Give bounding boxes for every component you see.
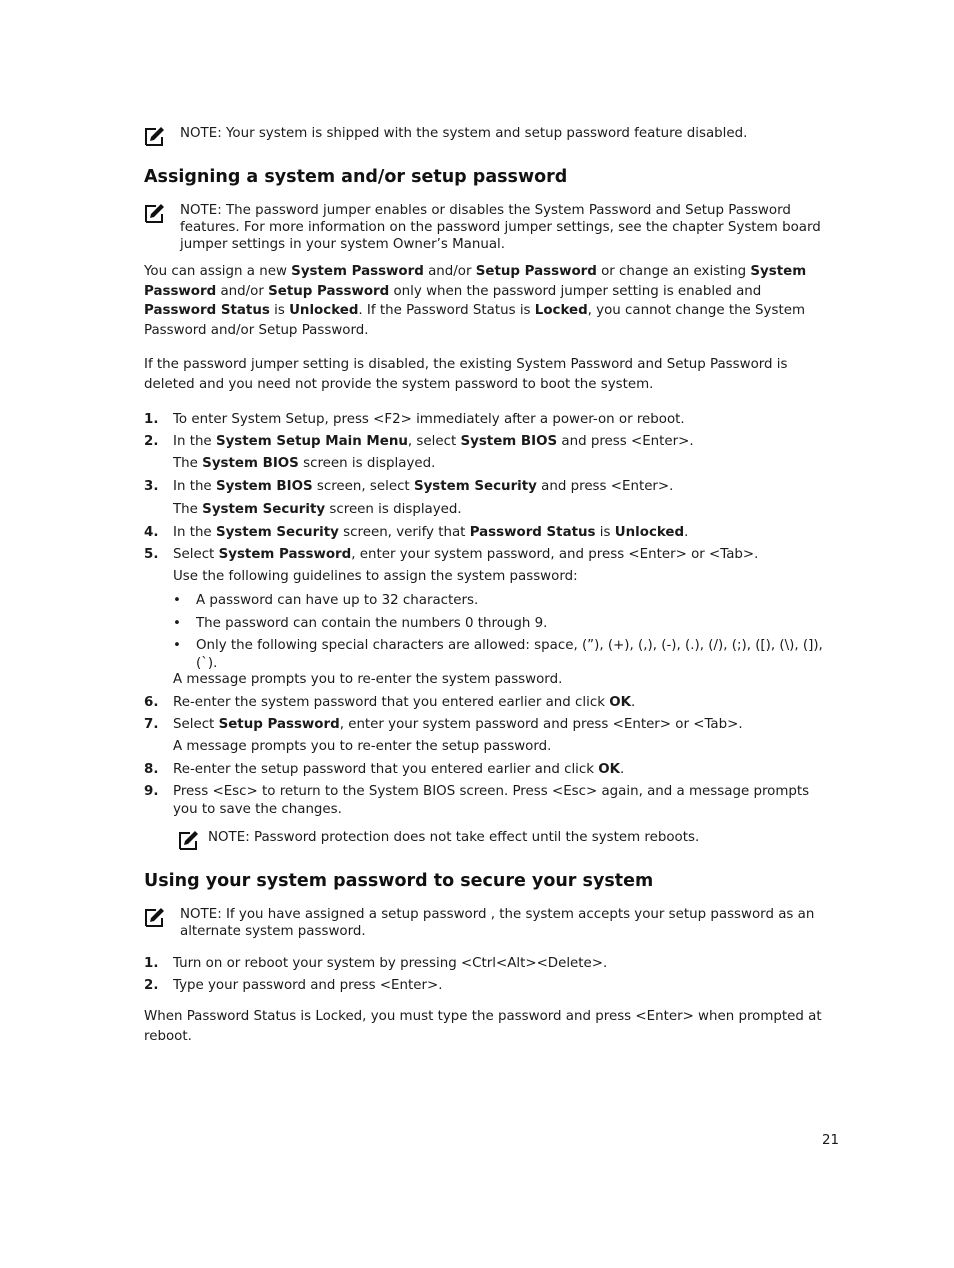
step-5-message: A message prompts you to re-enter the system password. — [173, 672, 563, 687]
section-heading-assigning: Assigning a system and/or setup password — [144, 167, 568, 187]
secure-step-2: 2. Type your password and press <Enter>. — [144, 978, 443, 993]
note-text: If you have assigned a setup password , the system accepts your setup password as an alternate system password. — [180, 907, 815, 939]
note-password-protection — [178, 829, 834, 846]
note-label: NOTE: — [180, 126, 222, 141]
note-pencil-icon — [178, 829, 200, 851]
step-2-result: The System BIOS screen is displayed. — [173, 456, 436, 471]
paragraph-jumper-disabled: If the password jumper setting is disabled, the existing System Password and Setup Password is deleted and you need not provide the system password to boot the system. — [144, 357, 788, 392]
page-number: 21 — [822, 1133, 840, 1148]
note-label: NOTE: — [208, 830, 250, 845]
paragraph-assign-conditions: You can assign a new System Password and/or Setup Password or change an existing System Password and/or Setup Password only when the password jumper setting is enabled and Password Status is Unlocked. If the Password Status is Locked, you cannot change the System Password and/or Setup Password. — [144, 264, 807, 338]
guideline-bullet: • Only the following special characters are allowed: space, (”), (+), (,), (-), (.), (/), (;), ([), (\), (]), (`). — [173, 638, 823, 671]
note-label: NOTE: — [180, 907, 222, 922]
paragraph-locked-status: When Password Status is Locked, you must type the password and press <Enter> when prompted at reboot. — [144, 1009, 822, 1044]
step-7: 7. Select Setup Password, enter your system password and press <Enter> or <Tab>. — [144, 717, 743, 732]
step-3-result: The System Security screen is displayed. — [173, 502, 462, 517]
section-heading-using: Using your system password to secure your system — [144, 871, 654, 891]
step-6: 6. Re-enter the system password that you entered earlier and click OK. — [144, 695, 636, 710]
bullet-icon: • — [173, 593, 181, 608]
bullet-icon: • — [173, 616, 181, 631]
note-text: The password jumper enables or disables the System Password and Setup Password features. For more information on the password jumper settings, see the chapter System board jumper settings in your system Owner’s Manual. — [180, 203, 821, 252]
step-2: 2. In the System Setup Main Menu, select System BIOS and press <Enter>. — [144, 434, 694, 449]
note-password-jumper — [144, 202, 834, 253]
note-pencil-icon — [144, 906, 166, 928]
note-text: Your system is shipped with the system and setup password feature disabled. — [225, 126, 748, 141]
note-text: Password protection does not take effect until the system reboots. — [253, 830, 700, 845]
note-pencil-icon — [144, 125, 166, 147]
secure-step-1: 1. Turn on or reboot your system by pressing <Ctrl<Alt><Delete>. — [144, 956, 608, 971]
step-7-message: A message prompts you to re-enter the setup password. — [173, 739, 552, 754]
guideline-bullet: • The password can contain the numbers 0 through 9. — [173, 616, 548, 631]
note-setup-password-alternate — [144, 906, 834, 940]
step-1: 1. To enter System Setup, press <F2> immediately after a power-on or reboot. — [144, 412, 685, 427]
step-3: 3. In the System BIOS screen, select System Security and press <Enter>. — [144, 479, 674, 494]
note-pencil-icon — [144, 202, 166, 224]
note-shipped-disabled — [144, 125, 834, 142]
step-4: 4. In the System Security screen, verify that Password Status is Unlocked. — [144, 525, 689, 540]
step-9: 9. Press <Esc> to return to the System BIOS screen. Press <Esc> again, and a message prompts you to save the changes. — [144, 784, 810, 817]
guideline-bullet: • A password can have up to 32 characters. — [173, 593, 479, 608]
step-5-guidelines-intro: Use the following guidelines to assign the system password: — [173, 569, 578, 584]
step-8: 8. Re-enter the setup password that you entered earlier and click OK. — [144, 762, 625, 777]
note-label: NOTE: — [180, 203, 222, 218]
step-5: 5. Select System Password, enter your system password, and press <Enter> or <Tab>. — [144, 547, 759, 562]
bullet-icon: • — [173, 638, 181, 653]
